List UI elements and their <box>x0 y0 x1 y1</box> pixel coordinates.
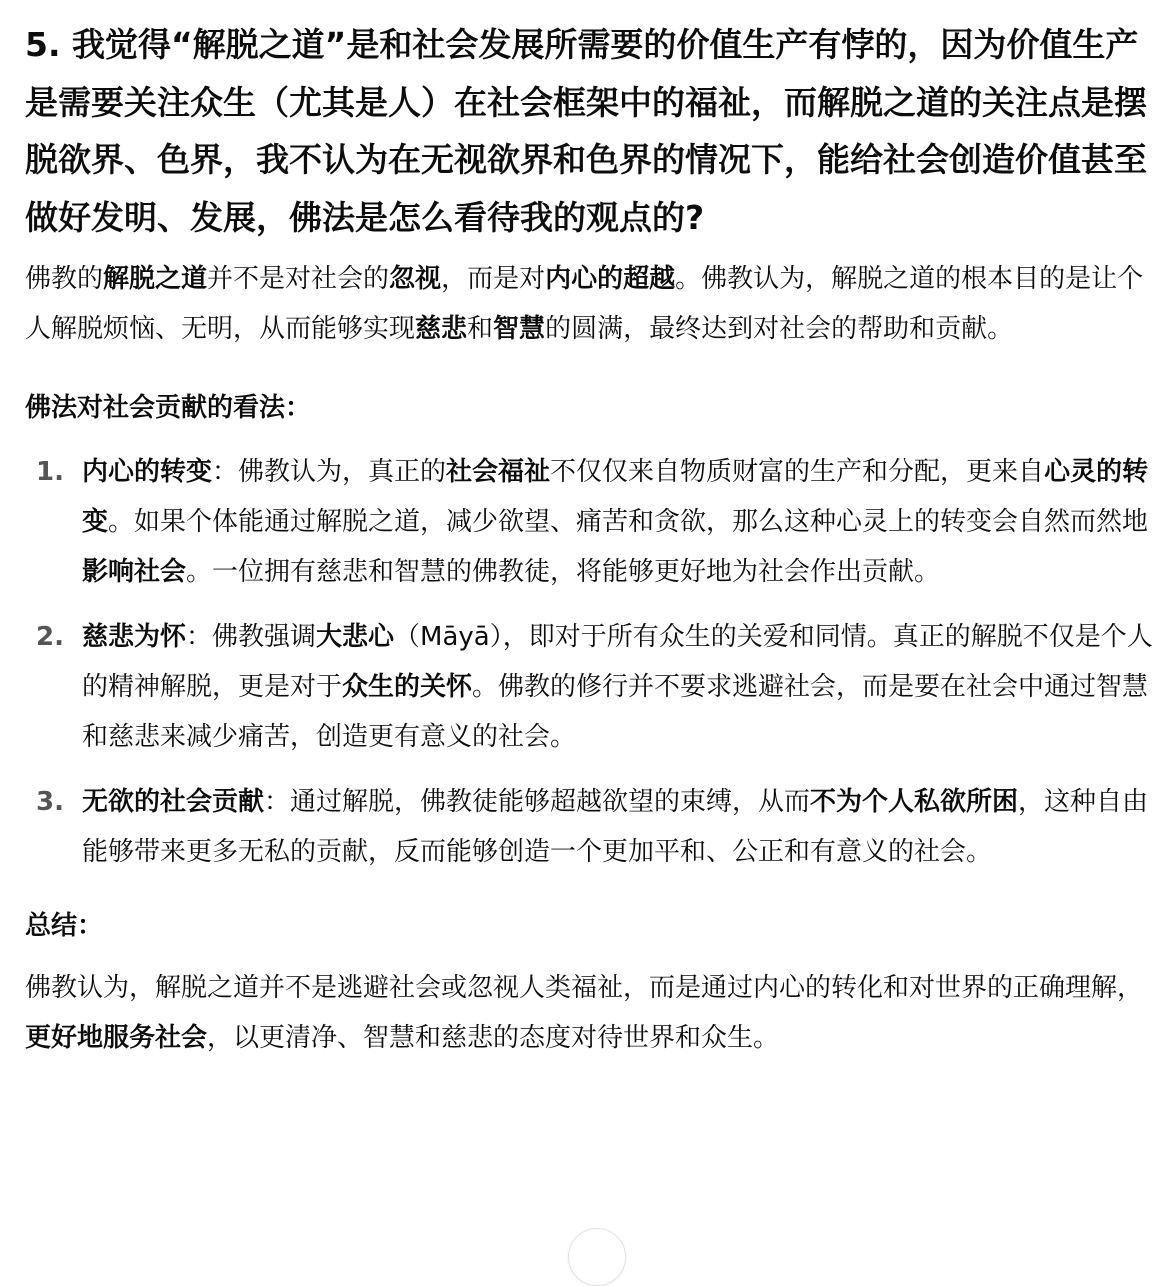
list-number: 3. <box>36 787 64 817</box>
text-run: 。如果个体能通过解脱之道，减少欲望、痛苦和贪欲，那么这种心灵上的转变会自然而然地 <box>108 507 1149 537</box>
text-run: ，而是对 <box>441 264 546 294</box>
text-run: 不仅仅来自物质财富的生产和分配，更来自 <box>550 457 1045 487</box>
text-run-bold: 忽视 <box>389 264 442 294</box>
text-run: （Māyā），即对于所有众生的关爱和同情。真正的解脱不仅是个人的精神解脱，更是对于 <box>82 622 1153 702</box>
question-heading: 5. 我觉得“解脱之道”是和社会发展所需要的价值生产有悖的，因为价值生产是需要关注众生（尤其是人）在社会框架中的福祉，而解脱之道的关注点是摆脱欲界、色界，我不认为在无视欲界和色界的情况下，能给社会创造价值甚至做好发明、发展，佛法是怎么看待我的观点的? <box>25 25 1147 237</box>
text-run: ：佛教认为，真正的 <box>212 457 447 487</box>
section-heading: 佛法对社会贡献的看法： <box>25 393 312 423</box>
text-run-bold: 大悲心 <box>316 622 395 652</box>
list-item <box>25 447 1155 597</box>
text-run-bold: 慈悲 <box>415 314 468 344</box>
intro-paragraph <box>25 254 1155 354</box>
text-run: 。佛教认为，解脱之道的根本目的是让个人解脱烦恼、无明，从而能够实现 <box>25 264 1144 344</box>
text-run-bold: 心灵的转变 <box>82 457 1149 537</box>
text-run-bold: 无欲的社会贡献 <box>82 787 265 817</box>
summary-paragraph <box>25 963 1155 1063</box>
text-run: 。佛教的修行并不要求逃避社会，而是要在社会中通过智慧和慈悲来减少痛苦，创造更有意义的社会。 <box>82 672 1149 752</box>
text-run: ：佛教强调 <box>186 622 317 652</box>
text-run: 和 <box>467 314 494 344</box>
text-run-bold: 智慧 <box>493 314 546 344</box>
summary-heading: 总结： <box>25 911 104 941</box>
list-item <box>25 612 1155 762</box>
text-run: 的圆满，最终达到对社会的帮助和贡献。 <box>545 314 1014 344</box>
text-run-bold: 影响社会 <box>82 557 187 587</box>
text-run-bold: 解脱之道 <box>103 264 208 294</box>
text-run-bold: 社会福祉 <box>446 457 551 487</box>
text-run: ：通过解脱，佛教徒能够超越欲望的束缚，从而 <box>264 787 811 817</box>
list-item <box>25 777 1155 877</box>
points-list <box>25 447 1155 877</box>
answer-document <box>25 16 1155 1063</box>
text-run-bold: 慈悲为怀 <box>82 622 187 652</box>
scroll-to-bottom-button[interactable] <box>568 1228 626 1286</box>
text-run-bold: 更好地服务社会 <box>25 1023 208 1053</box>
text-run: ，这种自由能够带来更多无私的贡献，反而能够创造一个更加平和、公正和有意义的社会。 <box>82 787 1149 867</box>
text-run-bold: 众生的关怀 <box>342 672 473 702</box>
text-run-bold: 内心的转变 <box>82 457 213 487</box>
text-run-bold: 内心的超越 <box>545 264 676 294</box>
list-number: 2. <box>36 622 64 652</box>
text-run: 佛教的 <box>25 264 104 294</box>
text-run-bold: 不为个人私欲所困 <box>810 787 1019 817</box>
list-number: 1. <box>36 457 64 487</box>
text-run: ，以更清净、智慧和慈悲的态度对待世界和众生。 <box>207 1023 780 1053</box>
text-run: 佛教认为，解脱之道并不是逃避社会或忽视人类福祉，而是通过内心的转化和对世界的正确理解， <box>25 973 1144 1003</box>
text-run: 。一位拥有慈悲和智慧的佛教徒，将能够更好地为社会作出贡献。 <box>186 557 941 587</box>
text-run: 并不是对社会的 <box>207 264 390 294</box>
